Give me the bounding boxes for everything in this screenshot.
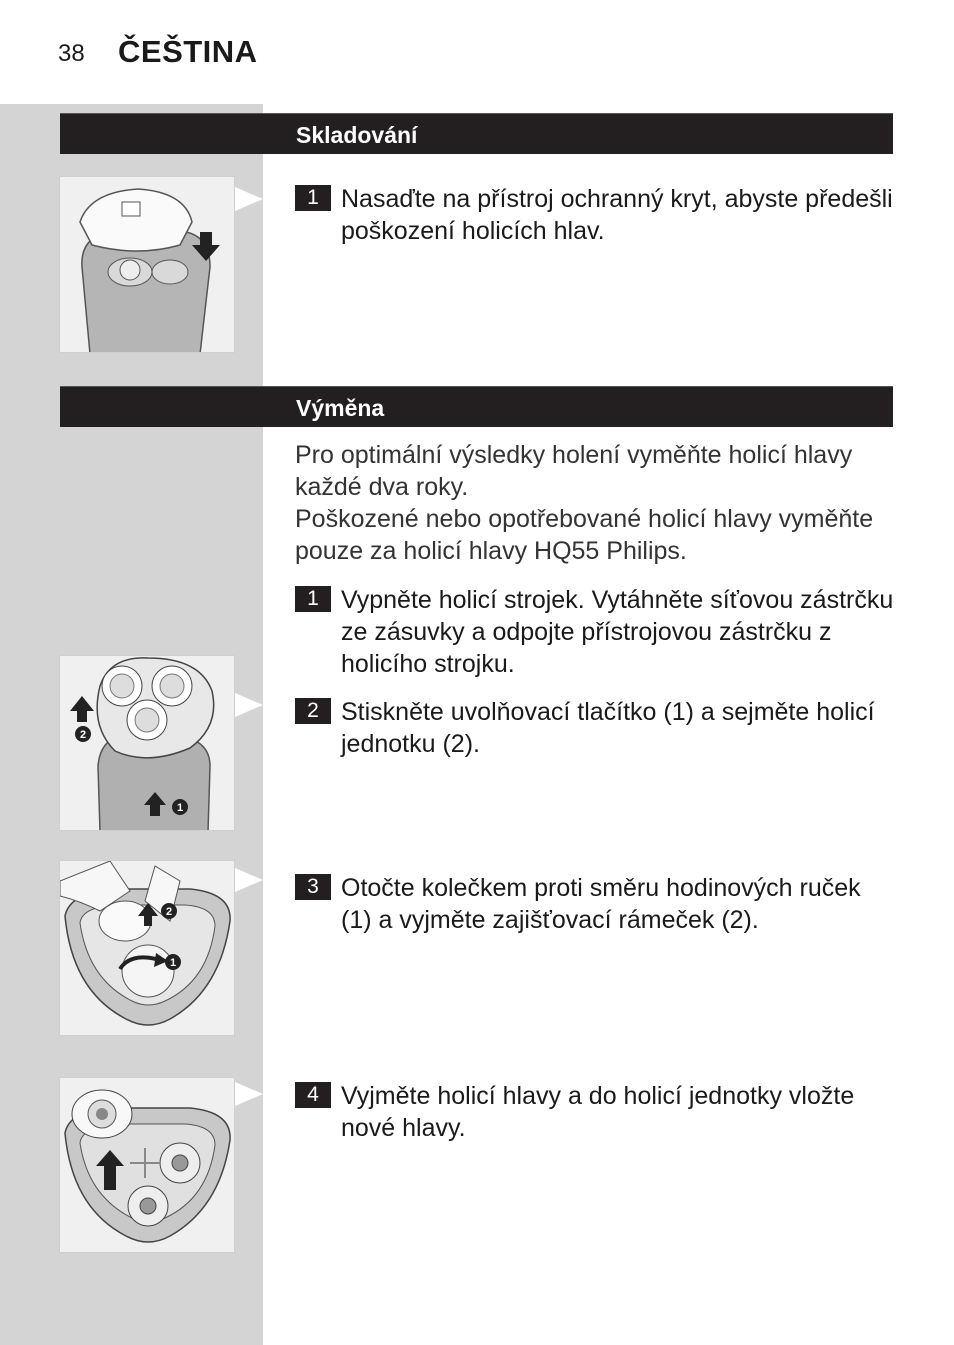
step-text: Vypněte holicí strojek. Vytáhněte síťovou zástrčku ze zásuvky a odpojte přístrojovou zástrčku z holicího strojku. [341,586,894,678]
figure-callout-2: 2 [165,906,173,918]
figure-pointer [235,1082,263,1106]
figure-callout-1: 1 [169,957,177,969]
step-text: Otočte kolečkem proti směru hodinových ruček (1) a vyjměte zajišťovací rámeček (2). [341,874,861,934]
section-header-storage [60,113,893,154]
figure-pointer [235,868,263,892]
replacement-step-4 [295,1080,895,1144]
illustration-retaining-frame [59,860,235,1036]
step-number: 1 [295,586,331,612]
step-text: Nasaďte na přístroj ochranný kryt, abyste předešli poškození holicích hlav. [341,185,893,245]
storage-step-1 [295,183,895,247]
step-number: 3 [295,874,331,900]
illustration-new-heads [59,1077,235,1253]
section-header-replacement [60,386,893,427]
step-text: Vyjměte holicí hlavy a do holicí jednotky vložte nové hlavy. [341,1082,855,1142]
replacement-intro [295,439,895,567]
illustration-protection-cap [59,176,235,353]
step-text: Stiskněte uvolňovací tlačítko (1) a sejměte holicí jednotku (2). [341,698,875,758]
illustration-release-button [59,655,235,831]
figure-pointer [235,187,263,211]
figure-callout-1: 1 [176,802,184,814]
section-title-replacement: Výměna [296,395,385,421]
replacement-step-2 [295,696,895,760]
intro-paragraph-1: Pro optimální výsledky holení vyměňte holicí hlavy každé dva roky. [295,441,853,501]
step-number: 4 [295,1082,331,1108]
language-title: ČEŠTINA [118,34,258,69]
figure-callout-2: 2 [79,729,87,741]
intro-paragraph-2: Poškozené nebo opotřebované holicí hlavy vyměňte pouze za holicí hlavy HQ55 Philips. [295,505,874,565]
step-number: 1 [295,185,331,211]
section-title-storage: Skladování [296,122,418,148]
figure-pointer [235,693,263,717]
replacement-step-3 [295,872,895,936]
replacement-step-1 [295,584,895,680]
page-number: 38 [58,40,85,67]
step-number: 2 [295,698,331,724]
